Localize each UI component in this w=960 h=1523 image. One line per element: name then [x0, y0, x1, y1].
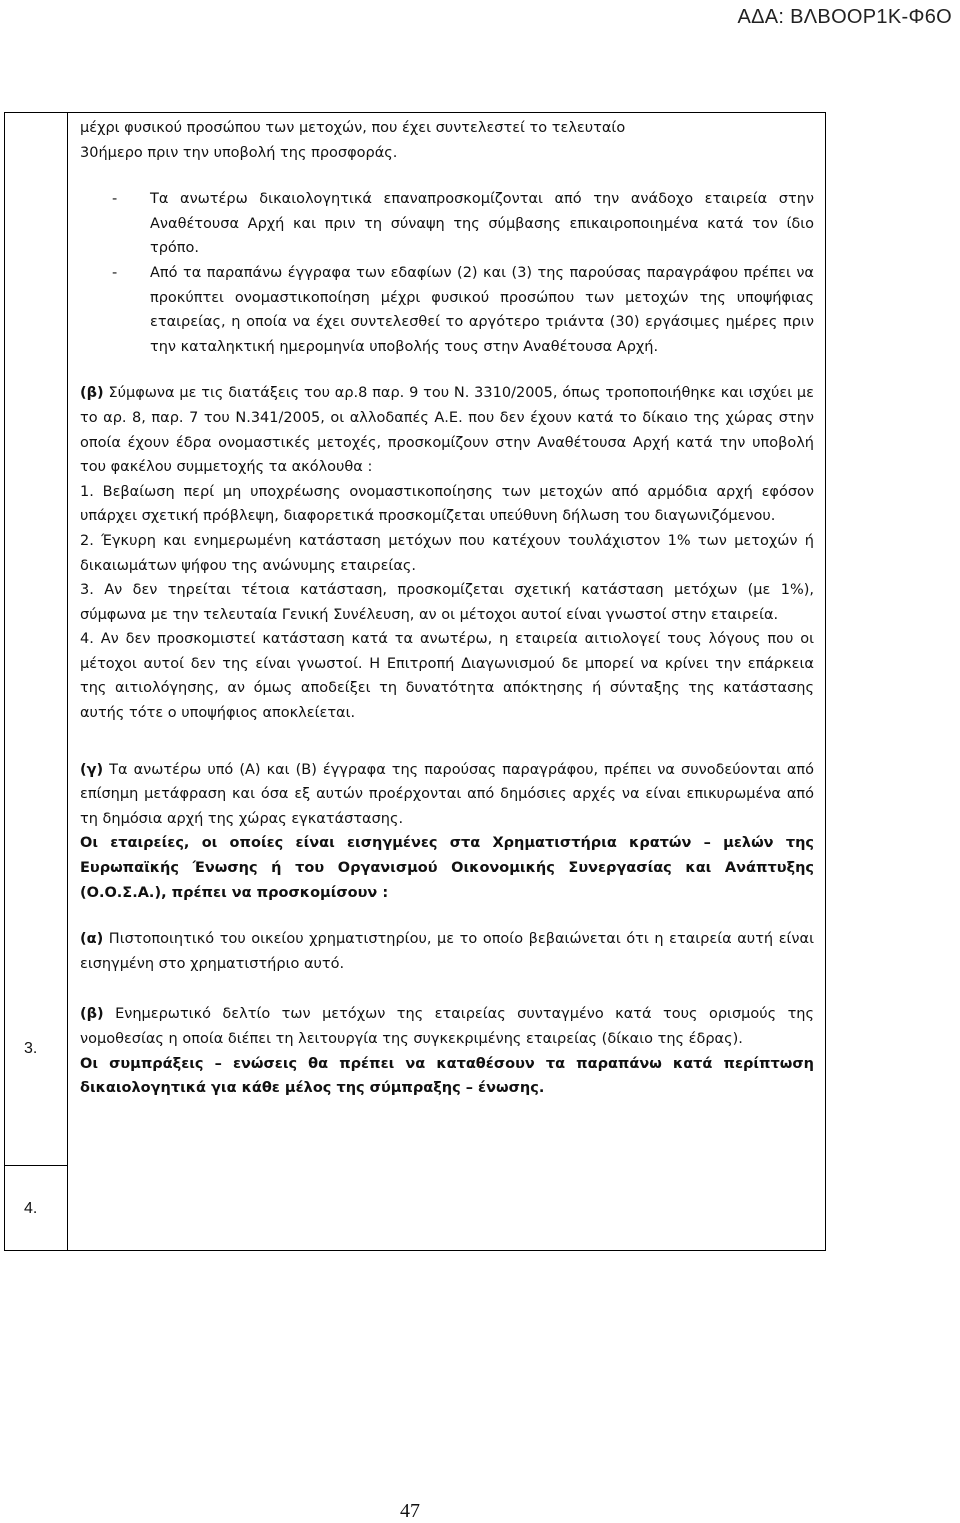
dash-mark: - [112, 191, 118, 208]
dash-mark: - [112, 264, 118, 281]
section-4-bold-text: Οι συμπράξεις – ενώσεις θα πρέπει να καταθέσουν τα παραπάνω κατά περίπτωση δικαιολογητικά για κάθε μέλος της σύμπραξης – ένωσης. [80, 1055, 814, 1097]
paragraph-beta [80, 381, 814, 479]
dash-item-text: Τα ανωτέρω δικαιολογητικά επαναπροσκομίζονται από την ανάδοχο εταιρεία στην Αναθέτουσα Αρχή και πριν τη σύναψη της σύμβασης επικαιροποιημένα κατά τον ίδιο τρόπο. [150, 191, 814, 257]
column-divider [67, 112, 68, 1251]
beta-text: Σύμφωνα με τις διατάξεις του αρ.8 παρ. 9 του Ν. 3310/2005, όπως τροποποιήθηκε και ισχύει με το αρ. 8, παρ. 7 του Ν.341/2005, οι αλλοδαπές Α.Ε. που δεν έχουν κατά το δίκαιο της χώρας στην οποία έχουν έδρα ονομαστικές μετοχές, προσκομίζουν στην Αναθέτουσα Αρχή κατά την υποβολή του φακέλου συμμετοχής τα ακόλουθα : [80, 385, 814, 476]
section-3-beta [80, 1002, 814, 1051]
list-item-4: 4. Αν δεν προσκομιστεί κατάσταση κατά τα ανωτέρω, η εταιρεία αιτιολογεί τους λόγους που οι μέτοχοι αυτοί δεν της είναι γνωστοί. Η Επιτροπή Διαγωνισμού δε μπορεί να κρίνει την επάρκεια της αιτιολόγησης, αν όμως αποδείξει τη δυνατότητα απόκτησης ή σύνταξης της κατάστασης αυτής τότε ο υποψήφιος αποκλείεται. [80, 631, 814, 722]
row-number-4: 4. [24, 1200, 38, 1217]
section-3-alpha [80, 927, 814, 976]
list-item-2: 2. Έγκυρη και ενημερωμένη κατάσταση μετόχων που κατέχουν τουλάχιστον 1% των μετοχών ή δικαιωμάτων ψήφου της ανώνυμης εταιρείας. [80, 532, 814, 574]
beta-label: (β) [80, 385, 104, 402]
page-number: 47 [400, 1500, 420, 1522]
paragraph-top-line-2: 30ήμερο πριν την υποβολή της προσφοράς. [80, 144, 398, 161]
alpha-label: (α) [80, 931, 104, 948]
dash-item-text: Από τα παραπάνω έγγραφα των εδαφίων (2) και (3) της παρούσας παραγράφου πρέπει να προκύπτει ονομαστικοποίηση μέχρι φυσικού προσώπου των μετοχών της υποψήφιας εταιρείας, η οποία να έχει συντελεσθεί το αργότερο τριάντα (30) εργάσιμες ημέρες πριν την καταληκτική ημερομηνία υποβολής τους στην Αναθέτουσα Αρχή. [150, 264, 814, 355]
list-item-1: 1. Βεβαίωση περί μη υποχρέωσης ονομαστικοποίησης των μετοχών από αρμόδια αρχή εφόσον υπάρχει σχετική πρόβλεψη, διαφορετικά προσκομίζεται υπεύθυνη δήλωση του διαγωνιζόμενου. [80, 483, 814, 525]
ada-header: ΑΔΑ: ΒΛΒΟΟΡ1Κ-Φ6Ο [737, 6, 952, 28]
list-item-3: 3. Αν δεν τηρείται τέτοια κατάσταση, προσκομίζεται σχετική κατάσταση μετόχων (με 1%), σύμφωνα με την τελευταία Γενική Συνέλευση, αν οι μέτοχοι αυτοί είναι γνωστοί στην εταιρεία. [80, 582, 814, 623]
paragraph-gamma [80, 758, 814, 832]
paragraph-top-line-1: μέχρι φυσικού προσώπου των μετοχών, που έχει συντελεστεί το τελευταίο [80, 120, 626, 136]
gamma-text: Τα ανωτέρω υπό (Α) και (Β) έγγραφα της παρούσας παραγράφου, πρέπει να συνοδεύονται από επίσημη μετάφραση και όσα εξ αυτών προέρχονται από δημόσιες αρχές να είναι επικυρωμένα από τη δημόσια αρχή της χώρας εγκατάστασης. [80, 761, 814, 827]
section-3-beta-text: Ενημερωτικό δελτίο των μετόχων της εταιρείας συνταγμένο κατά τους ορισμούς της νομοθεσίας η οποία διέπει τη λειτουργία της συγκεκριμένης εταιρείας (δίκαιο της έδρας). [80, 1006, 814, 1047]
dash-item-1 [80, 187, 814, 261]
gamma-label: (γ) [80, 761, 104, 778]
section-4-heading [80, 1052, 814, 1101]
table-content-cell [80, 116, 814, 1101]
section-3-heading [80, 831, 814, 905]
section-3-bold-text: Οι εταιρείες, οι οποίες είναι εισηγμένες στα Χρηματιστήρια κρατών – μελών της Ευρωπαϊκής Ένωσης ή του Οργανισμού Οικονομικής Συνεργασίας και Ανάπτυξης (Ο.Ο.Σ.Α.), πρέπει να προσκομίσουν : [80, 835, 814, 901]
dash-item-2 [80, 261, 814, 359]
row-number-3: 3. [24, 1040, 38, 1057]
section-3-beta-label: (β) [80, 1006, 104, 1023]
alpha-text: Πιστοποιητικό του οικείου χρηματιστηρίου, με το οποίο βεβαιώνεται ότι η εταιρεία αυτή είναι εισηγμένη στο χρηματιστήριο αυτό. [80, 931, 814, 972]
row-divider [4, 1165, 68, 1166]
